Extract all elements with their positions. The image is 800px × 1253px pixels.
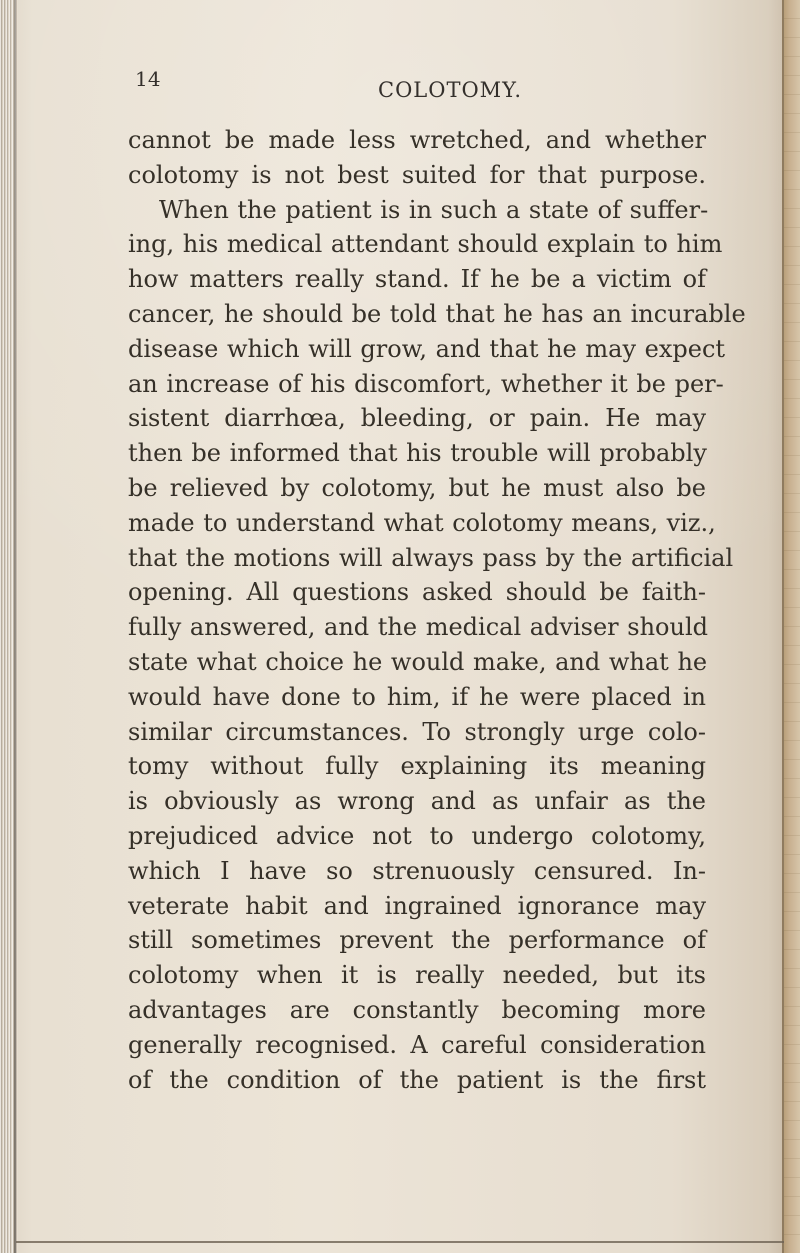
text-line: would have done to him, if he were placed in bbox=[128, 682, 706, 711]
text-line: similar circumstances. To strongly urge colo- bbox=[128, 717, 706, 746]
text-line: tomy without fully explaining its meaning bbox=[128, 752, 706, 781]
text-line: then be informed that his trouble will probably bbox=[128, 439, 707, 468]
text-line: an increase of his discomfort, whether it be per- bbox=[128, 369, 724, 398]
bottom-rule bbox=[16, 1241, 784, 1243]
text-line: fully answered, and the medical adviser should bbox=[128, 613, 708, 642]
text-line: is obviously as wrong and as unfair as the bbox=[128, 787, 706, 816]
running-title: COLOTOMY. bbox=[378, 78, 523, 102]
text-line: opening. All questions asked should be faith- bbox=[128, 578, 706, 607]
page-edge bbox=[782, 0, 800, 1253]
body-text bbox=[128, 123, 746, 1097]
text-line: how matters really stand. If he be a victim of bbox=[128, 265, 706, 294]
text-line: be relieved by colotomy, but he must also be bbox=[128, 473, 706, 502]
text-line: colotomy is not best suited for that purpose. bbox=[128, 160, 706, 189]
text-line: which I have so strenuously censured. In- bbox=[128, 856, 706, 885]
text-line: ing, his medical attendant should explain to him bbox=[128, 230, 723, 259]
text-line: disease which will grow, and that he may expect bbox=[128, 334, 726, 363]
gutter-rule bbox=[14, 0, 16, 1253]
text-line: generally recognised. A careful consideration bbox=[128, 1030, 706, 1059]
text-line: veterate habit and ingrained ignorance may bbox=[128, 891, 706, 920]
text-line: colotomy when it is really needed, but its bbox=[128, 961, 706, 990]
text-line: made to understand what colotomy means, viz., bbox=[128, 508, 716, 537]
text-line: cannot be made less wretched, and whether bbox=[128, 126, 706, 154]
page-number: 14 bbox=[135, 67, 161, 91]
text-line: of the condition of the patient is the first bbox=[128, 1065, 706, 1094]
text-line: advantages are constantly becoming more bbox=[128, 995, 706, 1024]
text-line: prejudiced advice not to undergo colotomy, bbox=[128, 821, 706, 850]
text-line: state what choice he would make, and what he bbox=[128, 647, 708, 676]
text-line: that the motions will always pass by the artificial bbox=[128, 543, 734, 572]
text-line: When the patient is in such a state of suffer- bbox=[159, 195, 709, 224]
text-line: sistent diarrhœa, bleeding, or pain. He may bbox=[128, 404, 706, 433]
text-line: cancer, he should be told that he has an incurable bbox=[128, 299, 746, 328]
text-line: still sometimes prevent the performance of bbox=[128, 926, 706, 955]
